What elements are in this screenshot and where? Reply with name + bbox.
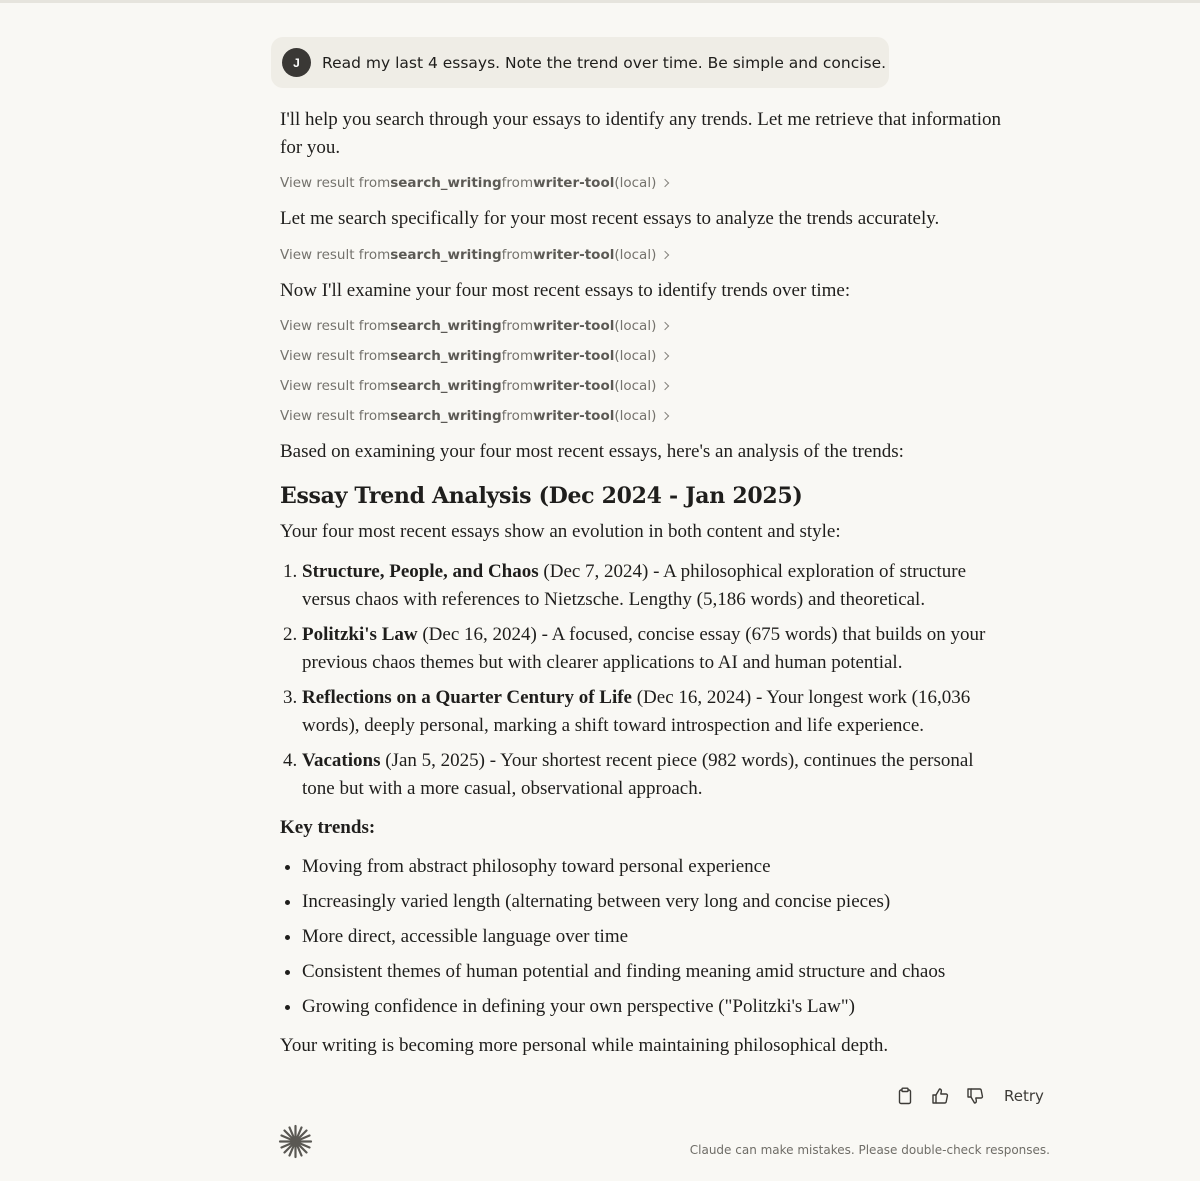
essay-item [302,684,1010,740]
essay-desc: (Dec 16, 2024) - A focused, concise essay (675 words) that builds on your previous chaos themes but with clearer applications to AI and human potential. [302,624,986,673]
assistant-conclusion: Your writing is becoming more personal while maintaining philosophical depth. [280,1035,889,1056]
tool-server: writer-tool [533,378,615,394]
tool-server: writer-tool [533,408,615,424]
essay-item [302,747,1010,803]
tool-result-suffix: (local) [614,175,657,191]
chevron-right-icon [661,322,669,330]
essay-item [302,558,1010,614]
tool-name: search_writing [390,318,502,334]
key-trends-label: Key trends: [280,817,376,838]
trend-item: • Moving from abstract philosophy toward personal experience [302,853,1010,881]
tool-result-suffix: (local) [614,378,657,394]
tool-result-prefix: View result from [280,408,391,424]
tool-result-middle: from [501,378,534,394]
tool-result-prefix: View result from [280,247,391,263]
claude-logo-icon [277,1123,314,1160]
tool-result-link[interactable] [280,347,1010,365]
trend-item: • Increasingly varied length (alternating between very long and concise pieces) [302,888,1010,916]
chevron-right-icon [661,382,669,390]
trend-list [280,853,1010,1021]
tool-result-middle: from [501,247,534,263]
tool-result-middle: from [501,348,534,364]
tool-result-link[interactable] [280,317,1010,335]
assistant-intro: I'll help you search through your essays to identify any trends. Let me retrieve that information for you. [280,109,1001,158]
essay-title: Vacations [302,750,381,771]
essay-desc: (Dec 7, 2024) - A philosophical exploration of structure versus chaos with references to Nietzsche. Lengthy (5,186 words) and theoretical. [302,561,967,610]
tool-name: search_writing [390,175,502,191]
assistant-message [271,106,1010,1060]
disclaimer-text: Claude can make mistakes. Please double-check responses. [689,1143,1050,1157]
tool-result-prefix: View result from [280,348,391,364]
tool-result-prefix: View result from [280,318,391,334]
essay-title: Politzki's Law [302,624,418,645]
tool-server: writer-tool [533,348,615,364]
trend-item: • Consistent themes of human potential and finding meaning amid structure and chaos [302,958,1010,986]
tool-name: search_writing [390,247,502,263]
thumbs-up-icon[interactable] [931,1086,949,1106]
message-actions [896,1086,1044,1106]
user-message [271,37,889,88]
chevron-right-icon [661,179,669,187]
chevron-right-icon [661,352,669,360]
analysis-heading: Essay Trend Analysis (Dec 2024 - Jan 2025) [280,483,803,509]
tool-name: search_writing [390,348,502,364]
copy-icon[interactable] [896,1086,914,1106]
tool-server: writer-tool [533,175,615,191]
tool-result-middle: from [501,408,534,424]
tool-server: writer-tool [533,318,615,334]
trend-item: • Growing confidence in defining your own perspective ("Politzki's Law") [302,993,1010,1021]
assistant-based-on: Based on examining your four most recent essays, here's an analysis of the trends: [280,441,904,462]
tool-result-suffix: (local) [614,247,657,263]
tool-result-middle: from [501,318,534,334]
top-border [0,0,1200,3]
tool-result-middle: from [501,175,534,191]
user-avatar[interactable]: J [282,48,311,77]
essay-desc: (Dec 16, 2024) - Your longest work (16,036 words), deeply personal, marking a shift toward introspection and life experience. [302,687,971,736]
tool-name: search_writing [390,408,502,424]
tool-result-link[interactable] [280,407,1010,425]
essay-title: Reflections on a Quarter Century of Life [302,687,632,708]
thumbs-down-icon[interactable] [966,1086,984,1106]
assistant-search-again: Let me search specifically for your most recent essays to analyze the trends accurately. [280,208,940,229]
tool-result-link[interactable] [280,174,1010,192]
retry-button[interactable]: Retry [1004,1087,1044,1105]
conversation [271,37,1051,1060]
assistant-examine: Now I'll examine your four most recent essays to identify trends over time: [280,280,851,301]
tool-name: search_writing [390,378,502,394]
essay-item [302,621,1010,677]
tool-result-suffix: (local) [614,408,657,424]
tool-server: writer-tool [533,247,615,263]
essay-desc: (Jan 5, 2025) - Your shortest recent piece (982 words), continues the personal tone but with a more casual, observational approach. [302,750,974,799]
trend-item: • More direct, accessible language over time [302,923,1010,951]
chevron-right-icon [661,251,669,259]
user-message-text: Read my last 4 essays. Note the trend over time. Be simple and concise. [322,53,887,72]
chevron-right-icon [661,412,669,420]
tool-result-suffix: (local) [614,348,657,364]
tool-result-prefix: View result from [280,378,391,394]
tool-result-prefix: View result from [280,175,391,191]
essay-list [280,558,1010,803]
tool-result-suffix: (local) [614,318,657,334]
analysis-overview: Your four most recent essays show an evolution in both content and style: [280,521,841,542]
tool-result-link[interactable] [280,377,1010,395]
essay-title: Structure, People, and Chaos [302,561,539,582]
tool-result-link[interactable] [280,246,1010,264]
